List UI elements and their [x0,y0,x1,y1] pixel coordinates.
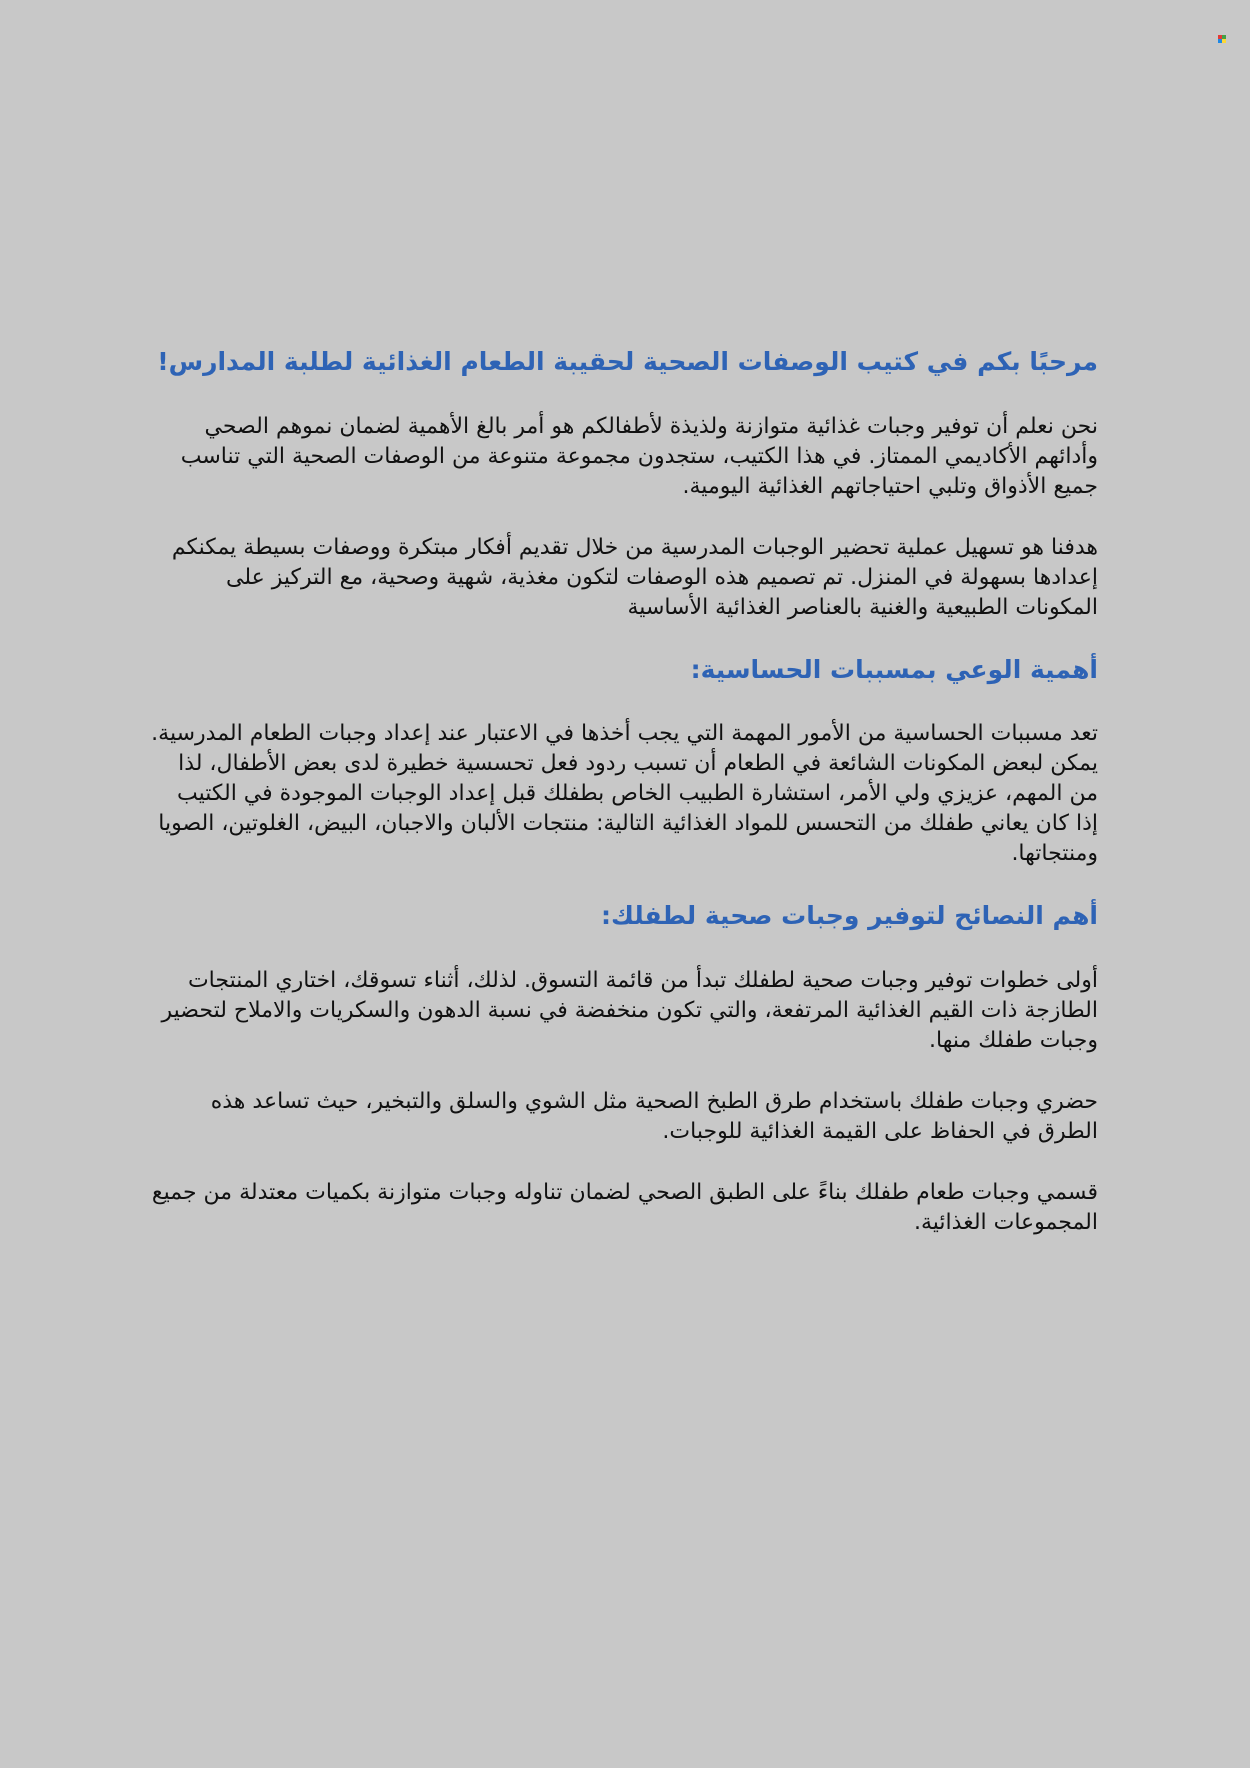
healthy-meal-tips-heading: أهم النصائح لتوفير وجبات صحية لطفلك: [600,901,1098,930]
allergy-paragraph: تعد مسببات الحساسية من الأمور المهمة التي يجب أخذها في الاعتبار عند إعداد وجبات الطعام المدرسية. يمكن لبعض المكونات الشائعة في الطعام أن تسبب ردود فعل تحسسية خطيرة لدى بعض الأطفال، لذا من المهم، عزيزي ولي الأمر، استشارة الطبيب الخاص بطفلك قبل إعداد الوجبات الموجودة في الكتيب إذا كان يعاني طفلك من التحسس للمواد الغذائية التالية: منتجات الألبان والاجبان، البيض، الغلوتين، الصويا ومنتجاتها. [151,721,1098,866]
logo-icon [1218,35,1226,43]
allergy-awareness-heading: أهمية الوعي بمسببات الحساسية: [690,654,1098,684]
cooking-tip-paragraph: حضري وجبات طفلك باستخدام طرق الطبخ الصحية مثل الشوي والسلق والتبخير، حيث تساعد هذه الطرق في الحفاظ على القيمة الغذائية للوجبات. [210,1088,1098,1144]
shopping-tip-paragraph: أولى خطوات توفير وجبات صحية لطفلك تبدأ من قائمة التسوق. لذلك، أثناء تسوقك، اختاري المنتجات الطازجة ذات القيم الغذائية المرتفعة، والتي تكون منخفضة في نسبة الدهون والسكريات والاملاح لتحضير وجبات طفلك منها. [161,967,1098,1053]
portion-tip-paragraph: قسمي وجبات طعام طفلك بناءً على الطبق الصحي لضمان تناوله وجبات متوازنة بكميات معتدلة من جميع المجموعات الغذائية. [151,1179,1098,1235]
document-body [150,346,1098,1269]
welcome-heading: مرحبًا بكم في كتيب الوصفات الصحية لحقيبة الطعام الغذائية لطلبة المدارس! [157,347,1098,376]
goal-paragraph: هدفنا هو تسهيل عملية تحضير الوجبات المدرسية من خلال تقديم أفكار مبتكرة ووصفات بسيطة يمكنكم إعدادها بسهولة في المنزل. تم تصميم هذه الوصفات لتكون مغذية، شهية وصحية، مع التركيز على المكونات الطبيعية والغنية بالعناصر الغذائية الأساسية [171,534,1098,620]
intro-paragraph: نحن نعلم أن توفير وجبات غذائية متوازنة ولذيذة لأطفالكم هو أمر بالغ الأهمية لضمان نموهم الصحي وأدائهم الأكاديمي الممتاز. في هذا الكتيب، ستجدون مجموعة متنوعة من الوصفات الصحية التي تناسب جميع الأذواق وتلبي احتياجاتهم الغذائية اليومية. [180,413,1098,499]
